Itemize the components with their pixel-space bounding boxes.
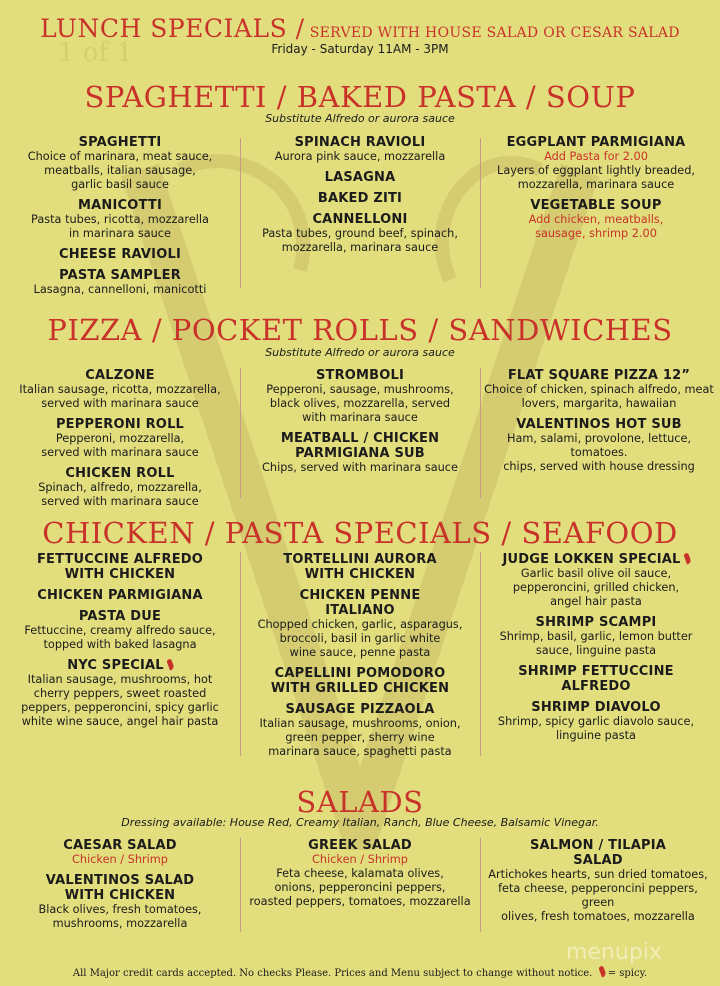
item-description: served with marinara sauce bbox=[41, 495, 199, 508]
pasta-column-3 bbox=[484, 135, 708, 241]
item-name bbox=[248, 191, 472, 206]
item-name bbox=[6, 466, 234, 481]
item-name bbox=[10, 135, 230, 150]
footer bbox=[0, 966, 720, 979]
item-addon: sausage, shrimp 2.00 bbox=[535, 227, 657, 240]
column-divider bbox=[480, 368, 481, 498]
item-description: Pepperoni, mozzarella, bbox=[55, 432, 185, 445]
item-description: Italian sausage, mushrooms, hot bbox=[27, 673, 213, 686]
item-description: Artichokes hearts, sun dried tomatoes, bbox=[488, 868, 708, 881]
footer-text: All Major credit cards accepted. No checks Please. Prices and Menu subject to change without notice. bbox=[72, 968, 593, 979]
item-name-text: PASTA SAMPLER bbox=[59, 268, 181, 283]
item-description: Shrimp, spicy garlic diavolo sauce, bbox=[497, 715, 695, 728]
column-divider bbox=[480, 838, 481, 932]
item-description: Ham, salami, provolone, lettuce, tomatoes. bbox=[506, 432, 692, 459]
item-description: white wine sauce, angel hair pasta bbox=[21, 715, 219, 728]
item-name bbox=[8, 838, 232, 853]
column-divider bbox=[240, 552, 241, 756]
item-description: Shrimp, basil, garlic, lemon butter bbox=[499, 630, 693, 643]
item-description: mozzarella, marinara sauce bbox=[281, 241, 439, 254]
column-divider bbox=[240, 838, 241, 932]
menu-item bbox=[248, 368, 472, 425]
item-name bbox=[248, 135, 472, 150]
salads-column-3 bbox=[482, 838, 714, 924]
item-name-text: CAPELLINI POMODORO bbox=[274, 666, 446, 681]
item-name bbox=[248, 666, 472, 681]
item-addon: Chicken / Shrimp bbox=[312, 853, 408, 866]
menu-item bbox=[10, 192, 230, 241]
column-divider bbox=[240, 368, 241, 498]
menu-item bbox=[6, 368, 234, 411]
item-name bbox=[484, 552, 708, 567]
item-name bbox=[248, 170, 472, 185]
item-description: linguine pasta bbox=[556, 729, 636, 742]
menu-item bbox=[248, 164, 472, 185]
item-name-text: SALMON / TILAPIA bbox=[529, 838, 667, 853]
item-description: served with marinara sauce bbox=[41, 446, 199, 459]
item-name bbox=[248, 702, 472, 717]
item-description: Pasta tubes, ground beef, spinach, bbox=[262, 227, 458, 240]
item-name-text: CHICKEN PENNE bbox=[299, 588, 421, 603]
item-name bbox=[484, 615, 708, 630]
item-name-line2: WITH GRILLED CHICKEN bbox=[270, 681, 450, 696]
menu-item bbox=[248, 552, 472, 582]
item-name bbox=[484, 664, 708, 679]
chicken-column-1 bbox=[8, 552, 232, 729]
menu-item bbox=[8, 838, 232, 867]
section-subtitle-pasta: Substitute Alfredo or aurora sauce bbox=[265, 112, 455, 125]
item-name-text: LASAGNA bbox=[324, 170, 396, 185]
item-name bbox=[8, 873, 232, 888]
menu-item bbox=[8, 652, 232, 729]
item-name-text: CHEESE RAVIOLI bbox=[58, 247, 181, 262]
menu-item bbox=[6, 460, 234, 509]
item-description: feta cheese, pepperoncini peppers, green bbox=[498, 882, 698, 909]
lunch-title-note: SERVED WITH HOUSE SALAD OR CESAR SALAD bbox=[309, 25, 680, 41]
item-name bbox=[248, 838, 472, 853]
lunch-header bbox=[0, 14, 720, 43]
item-name-text: CHICKEN ROLL bbox=[65, 466, 175, 481]
item-description: Pepperoni, sausage, mushrooms, bbox=[266, 383, 454, 396]
pizza-column-1 bbox=[6, 368, 234, 509]
menupix-watermark: menupix bbox=[566, 940, 662, 965]
hours: Friday - Saturday 11AM - 3PM bbox=[271, 42, 449, 56]
item-name-text: MEATBALL / CHICKEN bbox=[280, 431, 440, 446]
item-description: Garlic basil olive oil sauce, bbox=[520, 567, 672, 580]
item-description: Chopped chicken, garlic, asparagus, bbox=[257, 618, 463, 631]
menu-item bbox=[248, 135, 472, 164]
item-addon: Chicken / Shrimp bbox=[72, 853, 168, 866]
item-name-text: FLAT SQUARE PIZZA 12” bbox=[507, 368, 691, 383]
item-description: Choice of marinara, meat sauce, bbox=[27, 150, 213, 163]
menu-item bbox=[482, 411, 716, 474]
item-name bbox=[10, 268, 230, 283]
item-name-text: BAKED ZITI bbox=[317, 191, 403, 206]
menu-item bbox=[482, 368, 716, 411]
item-description: wine sauce, penne pasta bbox=[289, 646, 431, 659]
item-name-text: EGGPLANT PARMIGIANA bbox=[506, 135, 686, 150]
item-description: olives, fresh tomatoes, mozzarella bbox=[501, 910, 695, 923]
item-name-text: SAUSAGE PIZZAOLA bbox=[285, 702, 435, 717]
pasta-column-1 bbox=[10, 135, 230, 297]
item-name-text: VEGETABLE SOUP bbox=[530, 198, 662, 213]
item-name-text: SPINACH RAVIOLI bbox=[294, 135, 426, 150]
item-name-line2: ITALIANO bbox=[325, 603, 395, 618]
menu-item bbox=[8, 603, 232, 652]
item-name-text: CHICKEN PARMIGIANA bbox=[37, 588, 203, 603]
item-name-text: SHRIMP SCAMPI bbox=[535, 615, 657, 630]
item-name bbox=[484, 700, 708, 715]
section-subtitle-pizza: Substitute Alfredo or aurora sauce bbox=[265, 346, 455, 359]
item-name bbox=[484, 198, 708, 213]
menu-item bbox=[8, 867, 232, 931]
pasta-column-2 bbox=[248, 135, 472, 255]
menu-item bbox=[484, 192, 708, 241]
chicken-column-2 bbox=[248, 552, 472, 759]
item-name bbox=[482, 368, 716, 383]
pizza-column-2 bbox=[248, 368, 472, 475]
item-name bbox=[10, 247, 230, 262]
item-name-text: CANNELLONI bbox=[312, 212, 408, 227]
section-title-pizza: PIZZA / POCKET ROLLS / SANDWICHES bbox=[47, 313, 673, 347]
item-name bbox=[248, 212, 472, 227]
column-divider bbox=[480, 138, 481, 288]
item-name bbox=[248, 588, 472, 603]
salads-column-1 bbox=[8, 838, 232, 931]
item-description: Italian sausage, ricotta, mozzarella, bbox=[19, 383, 221, 396]
page-indicator: 1 of 1 bbox=[58, 38, 133, 68]
item-description: mozzarella, marinara sauce bbox=[517, 178, 675, 191]
item-name bbox=[248, 368, 472, 383]
item-addon: Add chicken, meatballs, bbox=[528, 213, 664, 226]
item-description: garlic basil sauce bbox=[71, 178, 169, 191]
menu-item bbox=[248, 660, 472, 696]
item-description: Aurora pink sauce, mozzarella bbox=[274, 150, 446, 163]
section-title-pasta: SPAGHETTI / BAKED PASTA / SOUP bbox=[84, 80, 636, 114]
item-description: chips, served with house dressing bbox=[503, 460, 695, 473]
menu-item bbox=[248, 582, 472, 660]
item-name bbox=[6, 417, 234, 432]
pizza-column-3 bbox=[482, 368, 716, 474]
item-description: marinara sauce, spaghetti pasta bbox=[268, 745, 452, 758]
menu-item bbox=[248, 185, 472, 206]
chili-pepper-icon bbox=[683, 552, 691, 564]
menu-item bbox=[6, 411, 234, 460]
item-name bbox=[8, 658, 232, 673]
item-name bbox=[248, 431, 472, 446]
item-description: served with marinara sauce bbox=[41, 397, 199, 410]
section-title-chicken: CHICKEN / PASTA SPECIALS / SEAFOOD bbox=[42, 516, 678, 550]
item-description: green pepper, sherry wine bbox=[285, 731, 435, 744]
item-name-text: SHRIMP FETTUCCINE bbox=[518, 664, 674, 679]
item-description: Fettuccine, creamy alfredo sauce, bbox=[24, 624, 216, 637]
item-name-text: PASTA DUE bbox=[78, 609, 162, 624]
column-divider bbox=[240, 138, 241, 288]
item-name bbox=[482, 838, 714, 853]
item-description: Pasta tubes, ricotta, mozzarella bbox=[31, 213, 209, 226]
column-divider bbox=[480, 552, 481, 756]
item-description: Spinach, alfredo, mozzarella, bbox=[38, 481, 202, 494]
menu-item bbox=[248, 206, 472, 255]
item-description: Black olives, fresh tomatoes, bbox=[38, 903, 202, 916]
item-description: Choice of chicken, spinach alfredo, meat bbox=[484, 383, 714, 396]
chili-pepper-icon bbox=[598, 965, 606, 977]
item-description: Chips, served with marinara sauce bbox=[262, 461, 458, 474]
item-description: black olives, mozzarella, served bbox=[269, 397, 451, 410]
menu-item bbox=[484, 694, 708, 743]
item-name-line2: PARMIGIANA SUB bbox=[295, 446, 425, 461]
item-name-line2: WITH CHICKEN bbox=[304, 567, 416, 582]
item-name-text: GREEK SALAD bbox=[308, 838, 412, 853]
item-description: Lasagna, cannelloni, manicotti bbox=[33, 283, 207, 296]
item-description: Feta cheese, kalamata olives, bbox=[276, 867, 444, 880]
item-description: mushrooms, mozzarella bbox=[52, 917, 188, 930]
chili-pepper-icon bbox=[166, 658, 174, 670]
item-name-text: JUDGE LOKKEN SPECIAL bbox=[502, 552, 681, 567]
item-name bbox=[248, 552, 472, 567]
item-name-text: VALENTINOS HOT SUB bbox=[516, 417, 682, 432]
chicken-column-3 bbox=[484, 552, 708, 743]
item-name-text: NYC SPECIAL bbox=[67, 658, 164, 673]
item-name-text: VALENTINOS SALAD bbox=[45, 873, 195, 888]
item-name bbox=[484, 135, 708, 150]
item-name-text: SPAGHETTI bbox=[78, 135, 162, 150]
item-description: roasted peppers, tomatoes, mozzarella bbox=[249, 895, 471, 908]
item-description: topped with baked lasagna bbox=[43, 638, 197, 651]
item-description: peppers, pepperoncini, spicy garlic bbox=[21, 701, 219, 714]
item-description: cherry peppers, sweet roasted bbox=[33, 687, 207, 700]
item-name bbox=[8, 552, 232, 567]
item-name-text: MANICOTTI bbox=[78, 198, 162, 213]
section-title-salads: SALADS bbox=[296, 785, 424, 819]
item-name-text: FETTUCCINE ALFREDO bbox=[36, 552, 204, 567]
menu-item bbox=[248, 838, 472, 909]
item-name-line2: WITH CHICKEN bbox=[64, 567, 176, 582]
item-name-text: PEPPERONI ROLL bbox=[55, 417, 185, 432]
menu-item bbox=[8, 552, 232, 582]
item-name-line2: SALAD bbox=[573, 853, 623, 868]
menu-item bbox=[8, 582, 232, 603]
menu-item bbox=[248, 425, 472, 475]
item-name bbox=[8, 588, 232, 603]
item-description: with marinara sauce bbox=[302, 411, 418, 424]
menu-item bbox=[484, 658, 708, 694]
item-description: pepperoncini, grilled chicken, bbox=[512, 581, 680, 594]
spicy-legend: = spicy. bbox=[607, 968, 648, 979]
item-name-text: TORTELLINI AURORA bbox=[283, 552, 437, 567]
item-description: Italian sausage, mushrooms, onion, bbox=[259, 717, 461, 730]
menu-item bbox=[482, 838, 714, 924]
item-description: sauce, linguine pasta bbox=[535, 644, 657, 657]
menu-item bbox=[248, 696, 472, 759]
item-name-text: STROMBOLI bbox=[315, 368, 405, 383]
menu-item bbox=[484, 609, 708, 658]
item-addon: Add Pasta for 2.00 bbox=[544, 150, 648, 163]
item-description: angel hair pasta bbox=[550, 595, 642, 608]
menu-item bbox=[10, 262, 230, 297]
item-name bbox=[482, 417, 716, 432]
item-name-text: CALZONE bbox=[85, 368, 155, 383]
menu-item bbox=[484, 135, 708, 192]
section-subtitle-salads: Dressing available: House Red, Creamy Italian, Ranch, Blue Cheese, Balsamic Vinegar. bbox=[121, 816, 599, 829]
menu-item bbox=[484, 552, 708, 609]
item-description: broccoli, basil in garlic white bbox=[279, 632, 441, 645]
item-name-line2: WITH CHICKEN bbox=[64, 888, 176, 903]
item-description: in marinara sauce bbox=[69, 227, 171, 240]
item-description: meatballs, italian sausage, bbox=[44, 164, 196, 177]
item-name bbox=[10, 198, 230, 213]
menu-item bbox=[10, 135, 230, 192]
item-name-text: CAESAR SALAD bbox=[63, 838, 177, 853]
item-name bbox=[8, 609, 232, 624]
item-description: onions, pepperoncini peppers, bbox=[274, 881, 446, 894]
salads-column-2 bbox=[248, 838, 472, 909]
item-name-text: SHRIMP DIAVOLO bbox=[531, 700, 661, 715]
lunch-title: LUNCH SPECIALS / bbox=[40, 14, 305, 43]
item-description: lovers, margarita, hawaiian bbox=[521, 397, 677, 410]
item-name bbox=[6, 368, 234, 383]
item-description: Layers of eggplant lightly breaded, bbox=[497, 164, 695, 177]
item-name-line2: ALFREDO bbox=[561, 679, 631, 694]
menu-item bbox=[10, 241, 230, 262]
